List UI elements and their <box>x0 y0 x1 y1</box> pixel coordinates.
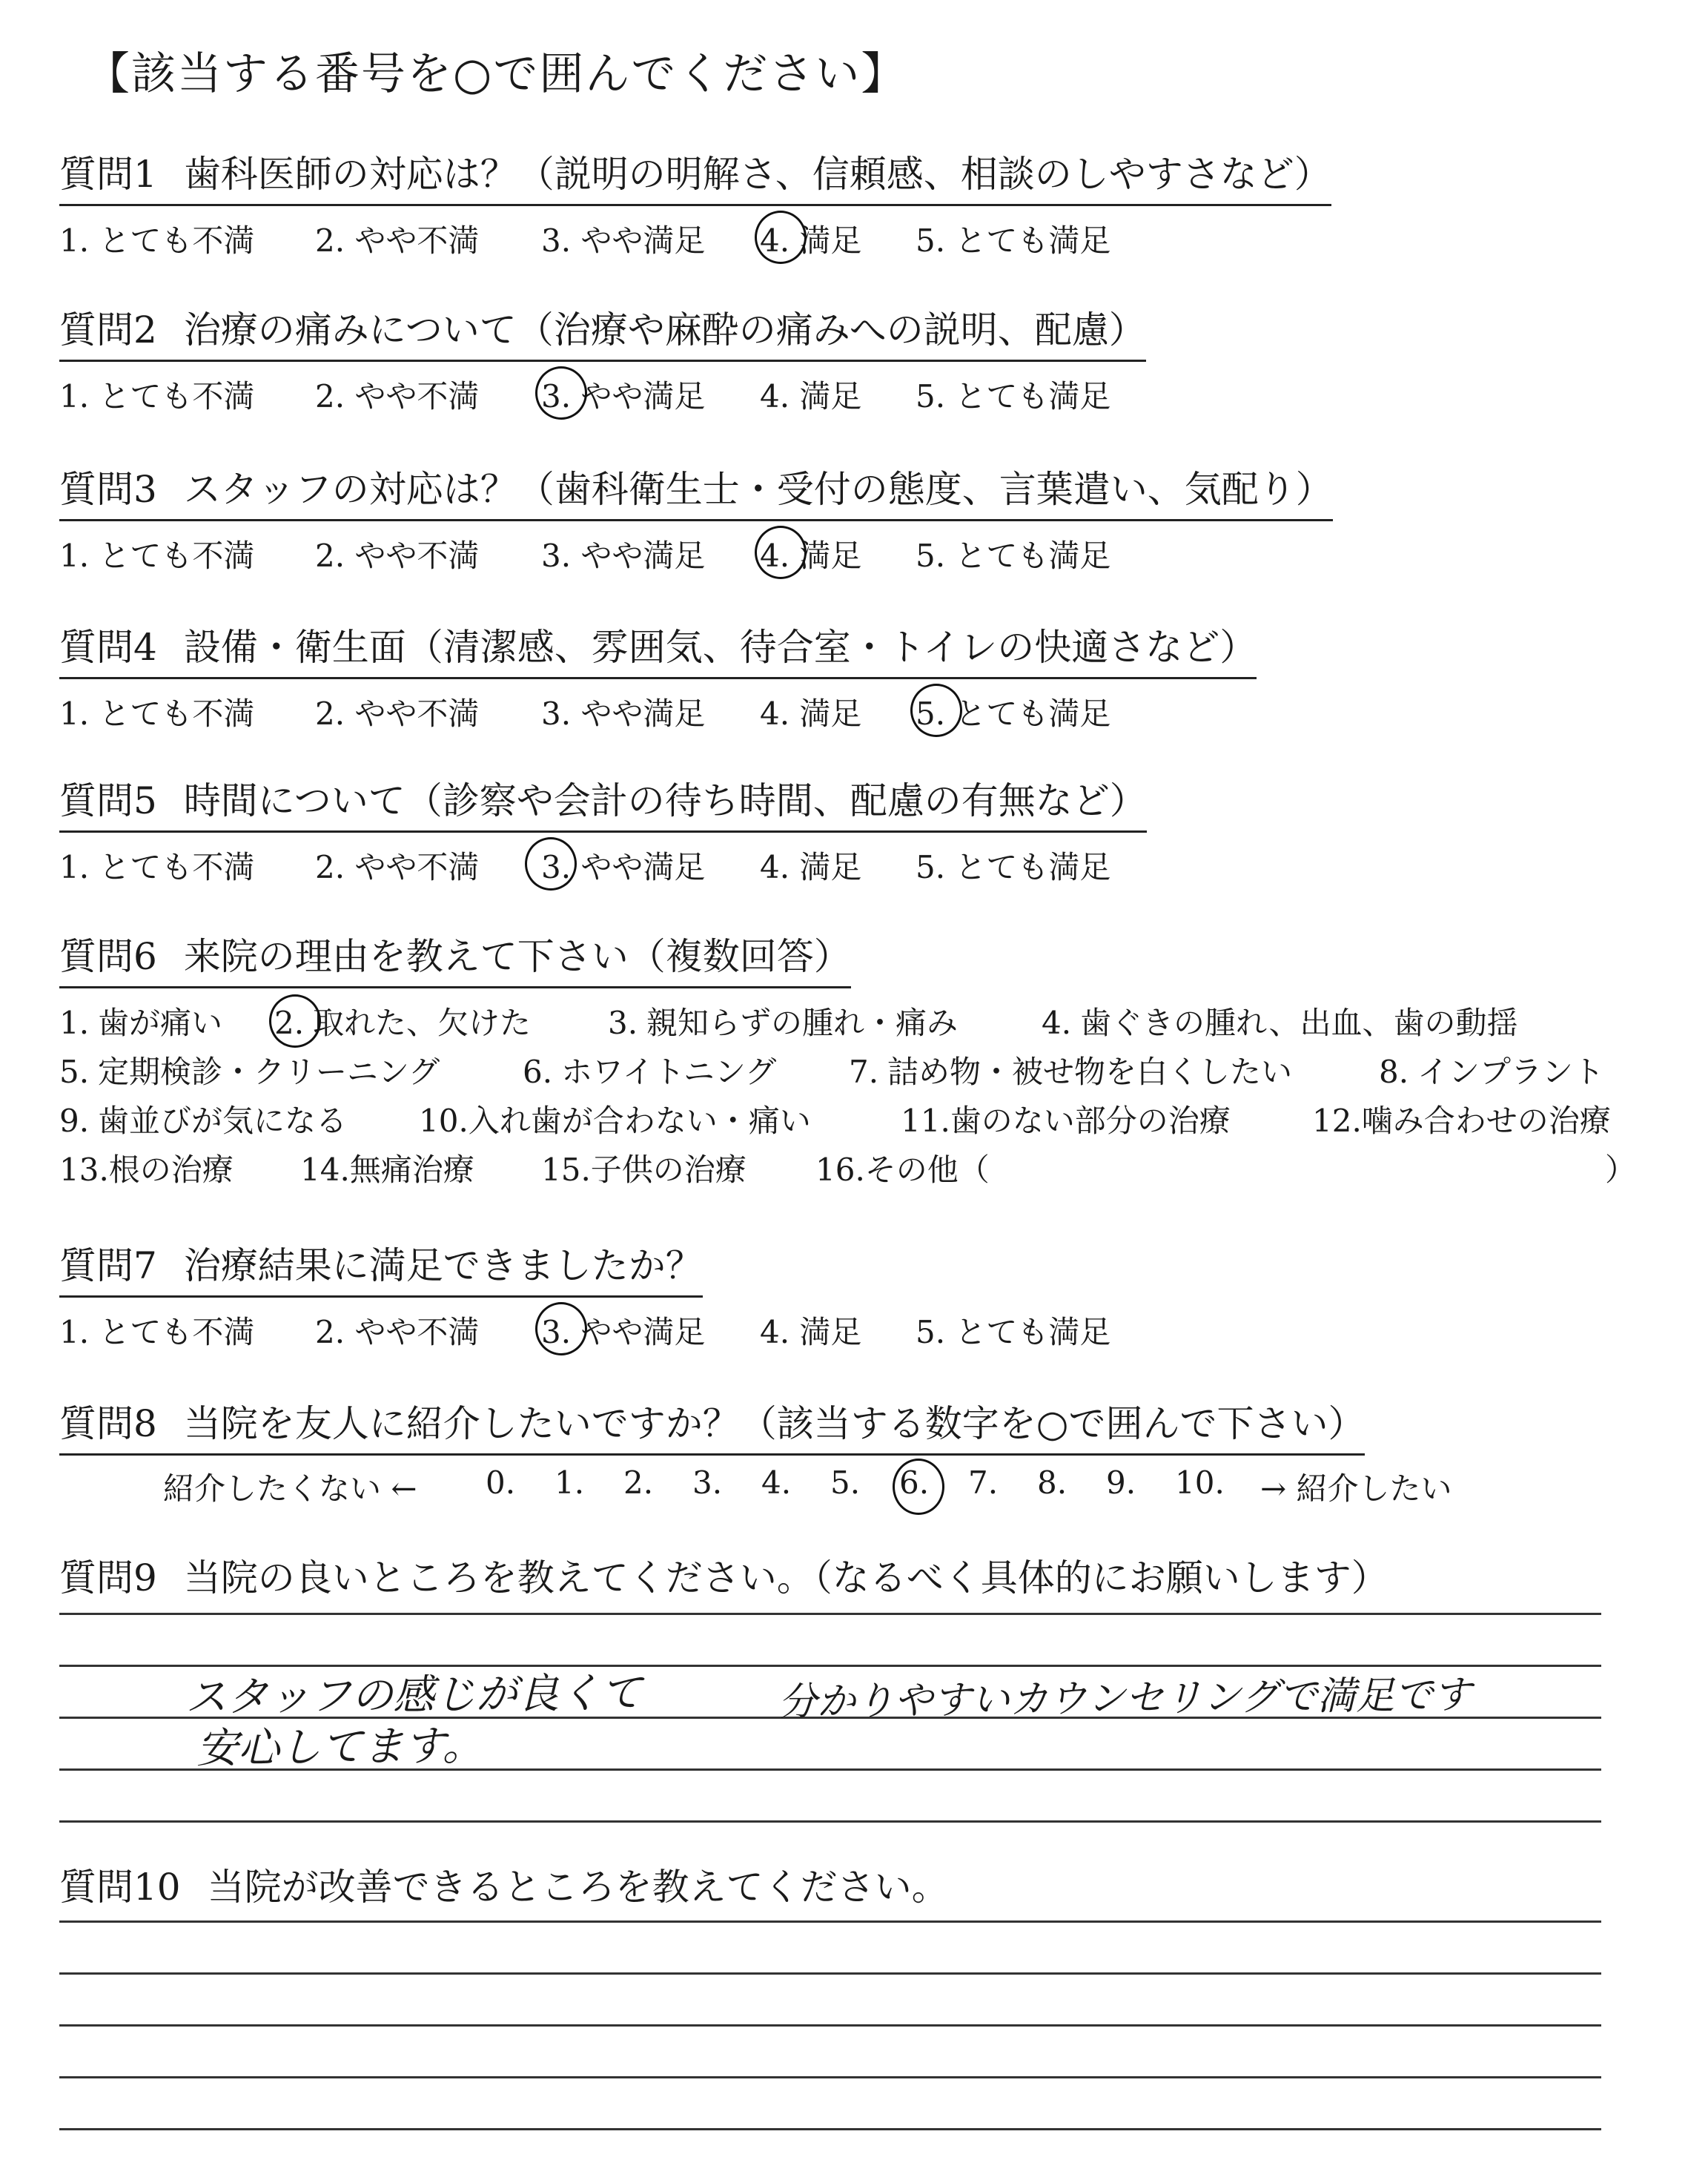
question-number: 質問5 <box>59 779 157 822</box>
question-number: 質問4 <box>59 626 157 669</box>
question-4-heading <box>59 618 1257 679</box>
option-number: 5. <box>59 1054 90 1090</box>
option-4[interactable]: 4. 満足 <box>760 222 862 259</box>
question-9 <box>59 1548 1388 1608</box>
option-5[interactable]: 5. とても満足 <box>916 849 1111 885</box>
option-1[interactable]: 1. とても不満 <box>59 696 255 732</box>
option-label: 歯ぐきの腫れ、出血、歯の動揺 <box>1080 1005 1518 1041</box>
scale-6[interactable]: 6. <box>899 1464 930 1501</box>
option-number: 1. <box>59 1005 90 1041</box>
option-label: 入れ歯が合わない・痛い <box>468 1103 811 1139</box>
reason-option-7[interactable] <box>849 1048 1292 1092</box>
question-8 <box>59 1394 1452 1507</box>
scale-left-label: 紹介したくない ← <box>163 1470 417 1507</box>
question-3 <box>59 460 1333 573</box>
reason-option-10[interactable] <box>419 1097 811 1141</box>
option-number: 14. <box>300 1152 350 1188</box>
question-10 <box>59 1857 949 1917</box>
question-number: 質問9 <box>59 1556 157 1599</box>
question-text: 当院が改善できるところを教えてください。 <box>207 1866 949 1909</box>
option-label: 根の治療 <box>108 1152 234 1188</box>
question-4 <box>59 618 1257 731</box>
scale-5[interactable]: 5. <box>830 1464 861 1501</box>
rating-options <box>59 532 1333 573</box>
selection-circle <box>535 1302 587 1355</box>
question-2-heading <box>59 300 1146 362</box>
answer-line <box>59 1972 1601 1975</box>
reason-option-11[interactable] <box>901 1097 1231 1141</box>
scale-9[interactable]: 9. <box>1106 1464 1136 1501</box>
question-7 <box>59 1236 1111 1350</box>
scale-2[interactable]: 2. <box>623 1464 654 1501</box>
option-label: 歯のない部分の治療 <box>950 1103 1231 1139</box>
question-5 <box>59 771 1147 885</box>
option-3[interactable]: 3. やや満足 <box>541 538 706 574</box>
reason-option-8[interactable] <box>1379 1048 1604 1092</box>
scale-right-label: → 紹介したい <box>1260 1470 1452 1507</box>
option-2[interactable]: 2. やや不満 <box>315 1314 480 1350</box>
question-number: 質問7 <box>59 1244 157 1287</box>
question-text: 時間について（診察や会計の待ち時間、配慮の有無など） <box>183 779 1147 822</box>
option-number: 9. <box>59 1103 90 1139</box>
option-number: 4. <box>1042 1005 1072 1041</box>
option-label: 詰め物・被せ物を白くしたい <box>887 1054 1293 1090</box>
reason-option-3[interactable] <box>608 999 958 1043</box>
question-10-heading <box>59 1857 949 1917</box>
option-label: 取れた、欠けた <box>313 1005 532 1041</box>
rating-options <box>59 843 1147 885</box>
question-2 <box>59 300 1146 414</box>
option-number: 12. <box>1312 1103 1362 1139</box>
option-5[interactable]: 5. とても満足 <box>916 378 1111 415</box>
selection-circle <box>755 211 807 264</box>
option-number: 7. <box>849 1054 879 1090</box>
question-text: 治療の痛みについて（治療や麻酔の痛みへの説明、配慮） <box>183 308 1146 351</box>
answer-line <box>59 1820 1601 1823</box>
reason-option-9[interactable] <box>59 1097 347 1141</box>
question-number: 質問6 <box>59 935 157 978</box>
other-close-paren: ） <box>1605 1152 1637 1188</box>
selection-circle <box>535 366 587 420</box>
option-label: 歯並びが気になる <box>98 1103 348 1139</box>
question-1-heading <box>59 145 1331 206</box>
option-3[interactable]: 3. やや満足 <box>541 378 706 415</box>
rating-options <box>59 690 1257 731</box>
reason-option-15[interactable] <box>541 1146 747 1190</box>
question-text: 歯科医師の対応は？（説明の明解さ、信頼感、相談のしやすさなど） <box>183 153 1331 196</box>
selection-circle <box>893 1459 944 1515</box>
option-3[interactable]: 3. やや満足 <box>541 222 706 259</box>
scale-7[interactable]: 7. <box>968 1464 999 1501</box>
option-label: ホワイトニング <box>561 1054 777 1090</box>
reason-row <box>59 1043 1605 1092</box>
question-number: 質問1 <box>59 153 157 196</box>
reason-option-5[interactable] <box>59 1048 440 1092</box>
option-number: 15. <box>541 1152 591 1188</box>
option-label: 噛み合わせの治療 <box>1361 1103 1611 1139</box>
reason-option-12[interactable] <box>1312 1097 1611 1141</box>
option-2[interactable]: 2. やや不満 <box>315 849 480 885</box>
selection-circle <box>910 684 962 737</box>
option-label: その他（ <box>864 1152 990 1188</box>
rating-options <box>59 1308 1111 1350</box>
option-2[interactable]: 2. やや不満 <box>315 696 480 732</box>
option-2[interactable]: 2. やや不満 <box>315 222 480 259</box>
reason-row <box>59 1141 1637 1190</box>
question-number: 質問8 <box>59 1402 157 1445</box>
option-4[interactable]: 4. 満足 <box>760 696 862 732</box>
option-label: 歯が痛い <box>98 1005 223 1041</box>
page-title: 【該当する番号を○で囲んでください】 <box>85 48 907 100</box>
answer-line <box>59 1613 1601 1615</box>
handwritten-answer-1b: 分かりやすいカウンセリングで満足です <box>778 1673 1472 1725</box>
rating-options <box>59 372 1146 414</box>
question-5-heading <box>59 771 1147 833</box>
option-label: インプラント <box>1417 1054 1605 1090</box>
question-7-heading <box>59 1236 703 1298</box>
option-label: 無痛治療 <box>349 1152 474 1188</box>
option-1[interactable]: 1. とても不満 <box>59 222 255 259</box>
answer-line <box>59 2024 1601 2027</box>
option-label: 親知らずの腫れ・痛み <box>646 1005 959 1041</box>
reason-options <box>59 994 1637 1190</box>
question-3-heading <box>59 460 1333 521</box>
question-text: 当院の良いところを教えてください。（なるべく具体的にお願いします） <box>183 1556 1388 1599</box>
question-6-heading <box>59 927 851 988</box>
reason-option-6[interactable] <box>523 1048 776 1092</box>
option-number: 3. <box>608 1005 638 1041</box>
option-3[interactable]: 3. やや満足 <box>541 849 706 885</box>
option-1[interactable]: 1. とても不満 <box>59 849 255 885</box>
question-number: 質問2 <box>59 308 157 351</box>
option-2[interactable]: 2. やや不満 <box>315 538 480 574</box>
scale-10[interactable]: 10. <box>1175 1464 1225 1501</box>
option-4[interactable]: 4. 満足 <box>760 538 862 574</box>
question-text: 当院を友人に紹介したいですか？（該当する数字を○で囲んで下さい） <box>183 1402 1366 1445</box>
option-label: 子供の治療 <box>590 1152 747 1188</box>
rating-options <box>59 217 1331 258</box>
option-number: 8. <box>1379 1054 1409 1090</box>
option-1[interactable]: 1. とても不満 <box>59 378 255 415</box>
reason-option-4[interactable] <box>1042 999 1518 1043</box>
option-number: 10. <box>419 1103 469 1139</box>
option-1[interactable]: 1. とても不満 <box>59 538 255 574</box>
scale-3[interactable]: 3. <box>692 1464 723 1501</box>
option-4[interactable]: 4. 満足 <box>760 849 862 885</box>
reason-row <box>59 994 1518 1043</box>
recommend-scale <box>59 1464 1452 1507</box>
handwritten-answer-1a: スタッフの感じが良くて <box>185 1668 643 1723</box>
option-number: 13. <box>59 1152 109 1188</box>
selection-circle <box>755 526 807 579</box>
answer-line <box>59 2076 1601 2078</box>
question-6 <box>59 927 1637 1190</box>
answer-line <box>59 2128 1601 2130</box>
question-9-heading <box>59 1548 1388 1608</box>
option-3[interactable]: 3. やや満足 <box>541 696 706 732</box>
question-number: 質問3 <box>59 468 157 511</box>
reason-option-1[interactable] <box>59 999 222 1043</box>
option-number: 16. <box>815 1152 865 1188</box>
selection-circle <box>525 837 577 891</box>
option-3[interactable]: 3. やや満足 <box>541 1314 706 1350</box>
reason-option-16[interactable] <box>815 1146 990 1190</box>
option-number: 6. <box>523 1054 553 1090</box>
option-number: 2. <box>274 1005 305 1041</box>
option-1[interactable]: 1. とても不満 <box>59 1314 255 1350</box>
handwritten-answer-2: 安心してます。 <box>196 1721 484 1774</box>
option-5[interactable]: 5. とても満足 <box>916 696 1111 732</box>
answer-line <box>59 1920 1601 1923</box>
reason-option-13[interactable] <box>59 1146 234 1190</box>
scale-0[interactable]: 0. <box>486 1464 516 1501</box>
scale-1[interactable]: 1. <box>555 1464 585 1501</box>
reason-row <box>59 1092 1611 1141</box>
question-text: 設備・衛生面（清潔感、雰囲気、待合室・トイレの快適さなど） <box>183 626 1257 669</box>
option-number: 11. <box>901 1103 950 1139</box>
option-4[interactable]: 4. 満足 <box>760 378 862 415</box>
question-text: 治療結果に満足できましたか？ <box>183 1244 703 1287</box>
question-1 <box>59 145 1331 258</box>
option-5[interactable]: 5. とても満足 <box>916 538 1111 574</box>
scale-4[interactable]: 4. <box>761 1464 792 1501</box>
option-2[interactable]: 2. やや不満 <box>315 378 480 415</box>
question-text: スタッフの対応は？（歯科衛生士・受付の態度、言葉遣い、気配り） <box>183 468 1333 511</box>
option-5[interactable]: 5. とても満足 <box>916 1314 1111 1350</box>
option-4[interactable]: 4. 満足 <box>760 1314 862 1350</box>
selection-circle <box>269 994 321 1048</box>
reason-option-14[interactable] <box>300 1146 474 1190</box>
question-text: 来院の理由を教えて下さい（複数回答） <box>183 935 851 978</box>
question-8-heading <box>59 1394 1365 1456</box>
scale-8[interactable]: 8. <box>1037 1464 1068 1501</box>
option-5[interactable]: 5. とても満足 <box>916 222 1111 259</box>
option-label: 定期検診・クリーニング <box>98 1054 440 1090</box>
question-number: 質問10 <box>59 1866 181 1909</box>
